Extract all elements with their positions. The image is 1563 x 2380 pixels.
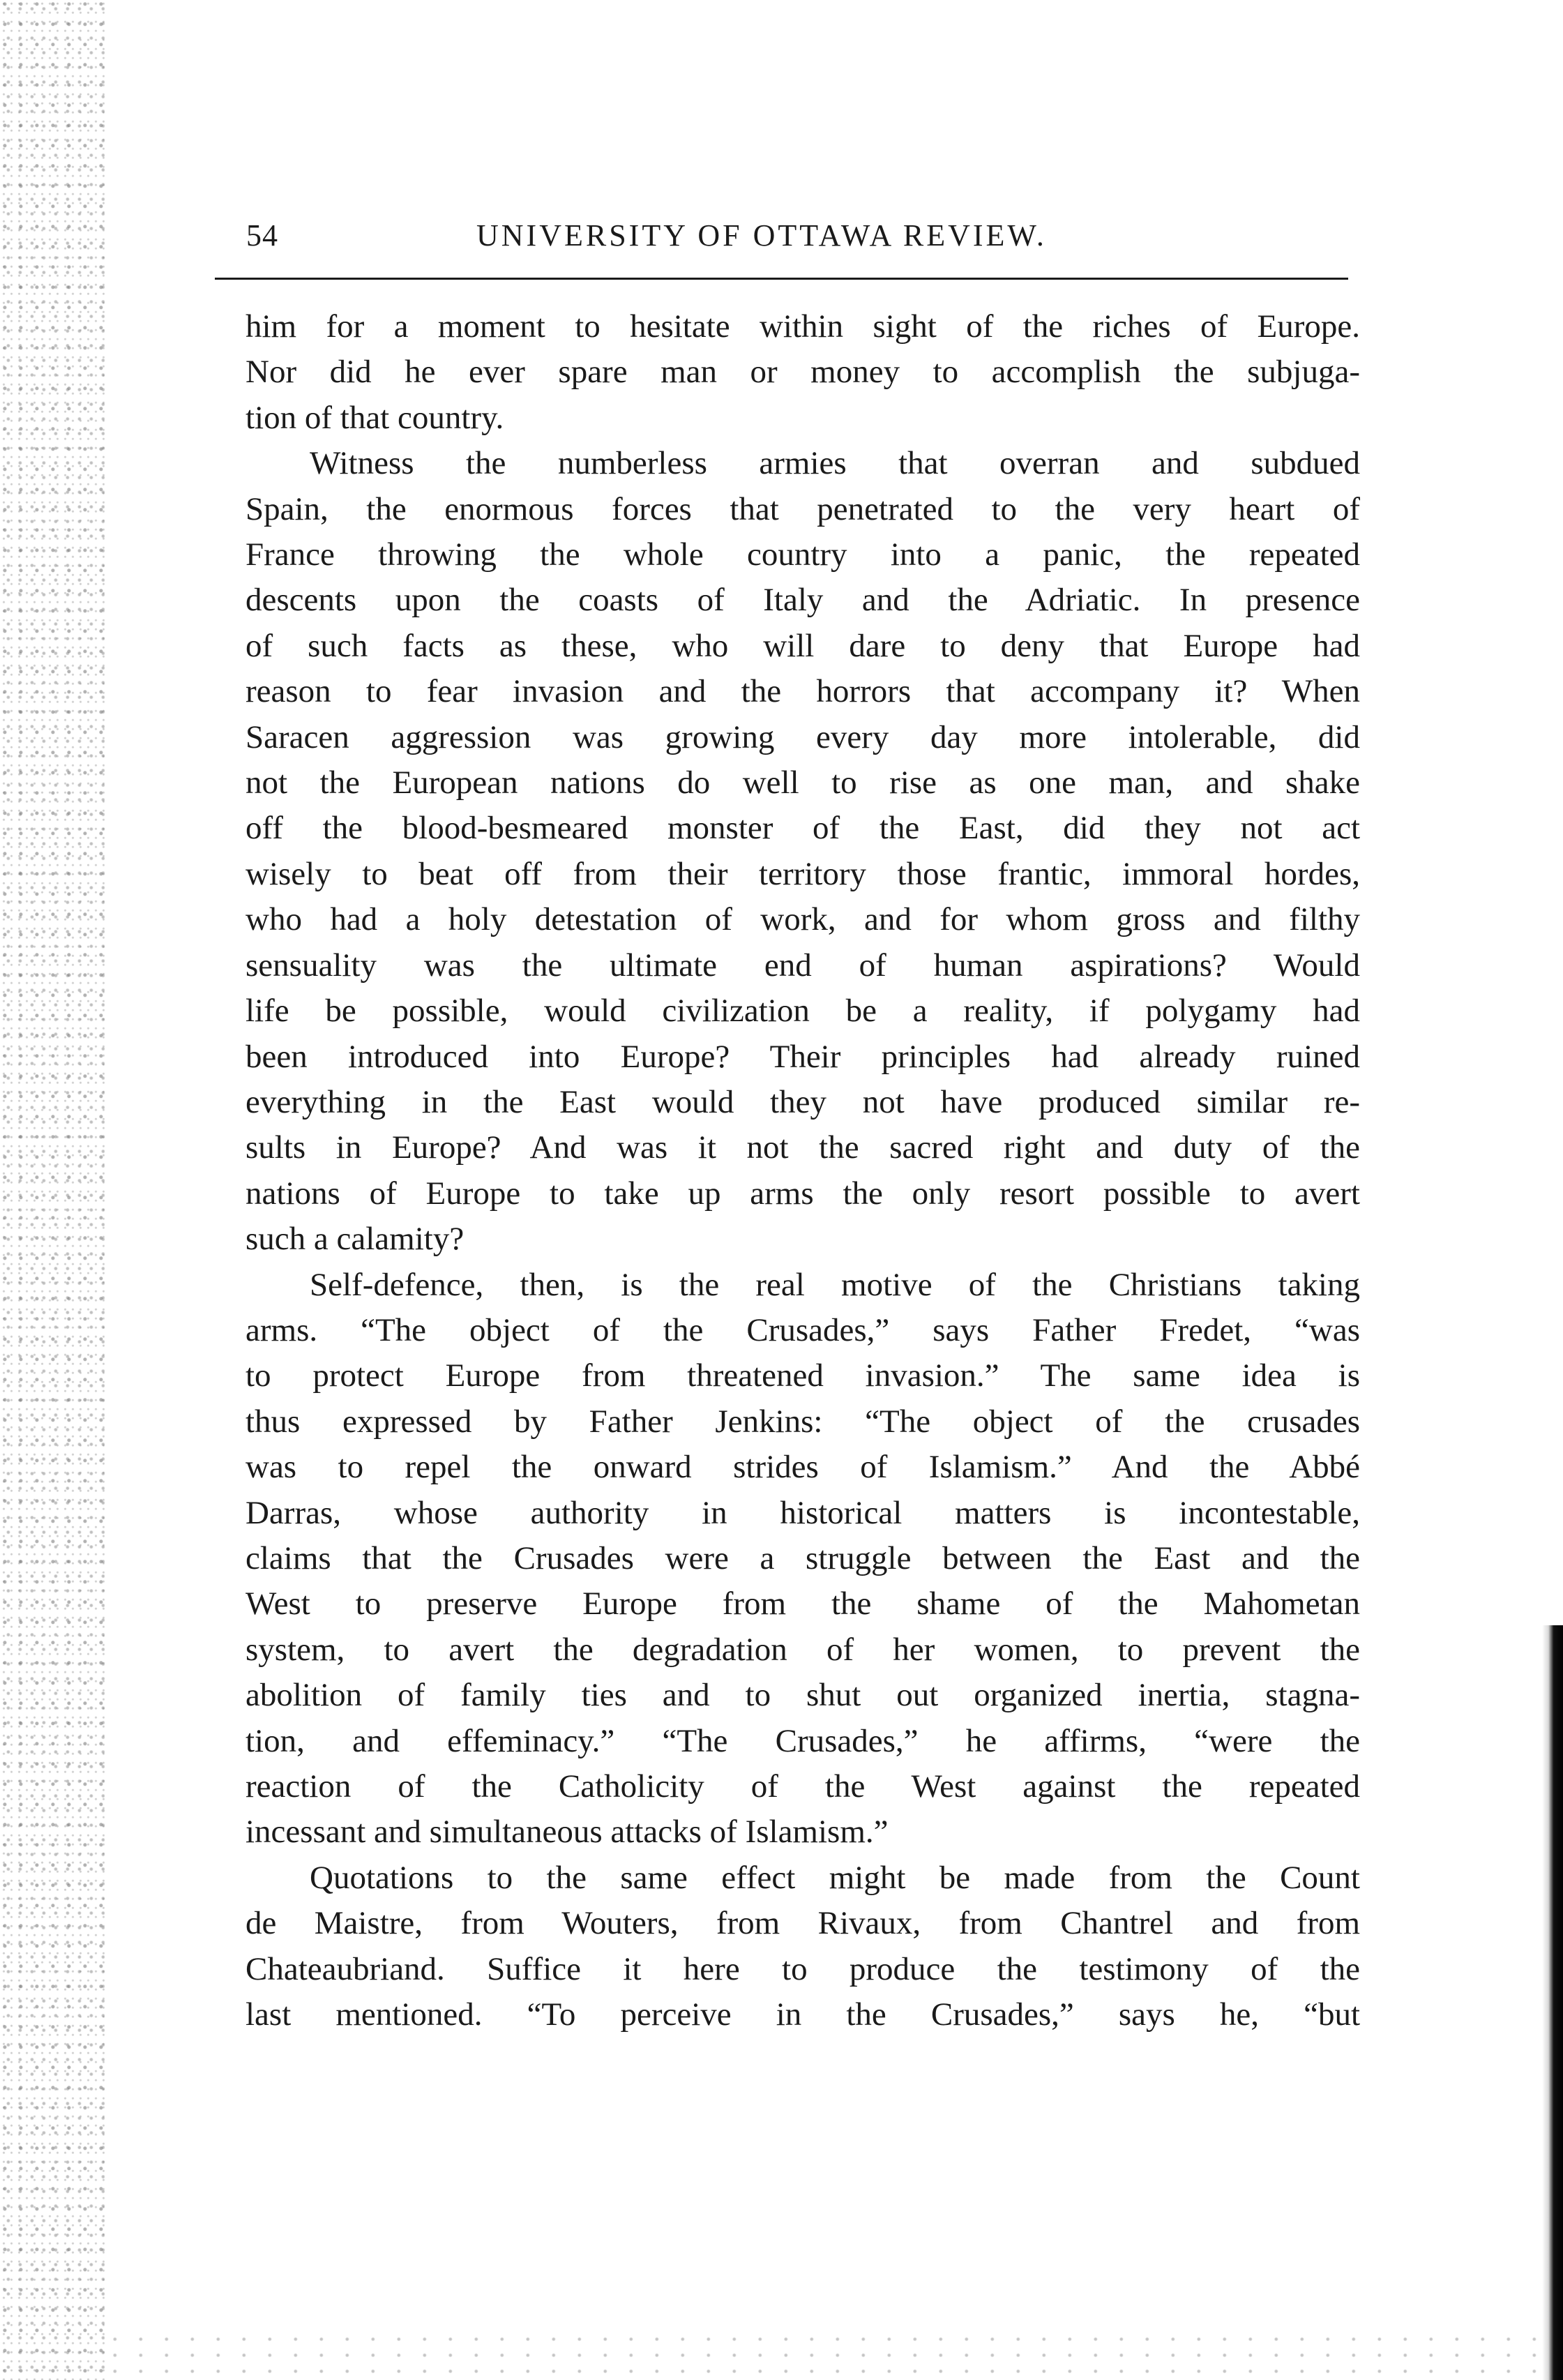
text-line: descents upon the coasts of Italy and the Adriatic. In presence: [246, 582, 1360, 619]
text-line: reason to fear invasion and the horrors that accompany it? When: [246, 673, 1360, 710]
text-line: of such facts as these, who will dare to deny that Europe had: [246, 627, 1360, 664]
text-line: tion of that country.: [246, 399, 504, 436]
text-line: West to preserve Europe from the shame of the Mahometan: [246, 1586, 1360, 1622]
text-line: claims that the Crusades were a struggle between the East and the: [246, 1539, 1360, 1576]
body-text: [246, 304, 1360, 2038]
text-line: been introduced into Europe? Their principles had already ruined: [246, 1038, 1360, 1075]
paragraph-1: [246, 304, 1360, 441]
page-header: [246, 209, 1357, 265]
text-line: Darras, whose authority in historical matters is incontestable,: [246, 1494, 1360, 1531]
text-line: sensuality was the ultimate end of human aspirations? Would: [246, 947, 1360, 984]
text-line: Self-defence, then, is the real motive of the Christians taking: [310, 1266, 1360, 1303]
text-line: France throwing the whole country into a panic, the repeated: [246, 536, 1360, 573]
text-line: abolition of family ties and to shut out organized inertia, stagna-: [246, 1677, 1360, 1714]
text-line: Chateaubriand. Suffice it here to produce the testimony of the: [246, 1950, 1360, 1987]
text-line: wisely to beat off from their territory those frantic, immoral hordes,: [246, 855, 1360, 892]
text-line: to protect Europe from threatened invasion.” The same idea is: [246, 1357, 1360, 1394]
text-line: Witness the numberless armies that overran and subdued: [310, 445, 1360, 482]
text-line: life be possible, would civilization be a reality, if polygamy had: [246, 993, 1360, 1030]
text-line: who had a holy detestation of work, and for whom gross and filthy: [246, 901, 1360, 938]
paragraph-3: [246, 1263, 1360, 1855]
text-line: incessant and simultaneous attacks of Islamism.”: [246, 1814, 889, 1851]
scan-right-edge: [1542, 1625, 1563, 2380]
text-line: him for a moment to hesitate within sight of the riches of Europe.: [246, 308, 1360, 345]
scan-bottom-noise: [105, 2331, 1541, 2380]
text-line: reaction of the Catholicity of the West against the repeated: [246, 1768, 1360, 1805]
text-line: system, to avert the degradation of her women, to prevent the: [246, 1631, 1360, 1668]
text-line: last mentioned. “To perceive in the Crusades,” says he, “but: [246, 1996, 1360, 2033]
text-line: such a calamity?: [246, 1221, 465, 1258]
text-line: not the European nations do well to rise as one man, and shake: [246, 765, 1360, 801]
paragraph-4: [246, 1855, 1360, 2038]
text-line: sults in Europe? And was it not the sacred right and duty of the: [246, 1129, 1360, 1166]
running-head: UNIVERSITY OF OTTAWA REVIEW.: [476, 218, 1047, 253]
scan-margin-noise: [0, 0, 105, 2380]
text-line: arms. “The object of the Crusades,” says Father Fredet, “was: [246, 1311, 1360, 1348]
header-rule: [215, 278, 1348, 280]
text-line: de Maistre, from Wouters, from Rivaux, from Chantrel and from: [246, 1905, 1360, 1942]
text-line: Spain, the enormous forces that penetrated to the very heart of: [246, 490, 1360, 527]
text-line: Saracen aggression was growing every day more intolerable, did: [246, 718, 1360, 755]
text-line: everything in the East would they not have produced similar re-: [246, 1083, 1360, 1120]
text-line: off the blood-besmeared monster of the East, did they not act: [246, 810, 1360, 847]
text-line: nations of Europe to take up arms the only resort possible to avert: [246, 1175, 1360, 1212]
text-line: was to repel the onward strides of Islamism.” And the Abbé: [246, 1449, 1360, 1486]
page-number: 54: [246, 218, 278, 253]
text-line: thus expressed by Father Jenkins: “The object of the crusades: [246, 1403, 1360, 1440]
text-line: Quotations to the same effect might be made from the Count: [310, 1859, 1360, 1896]
text-line: Nor did he ever spare man or money to accomplish the subjuga-: [246, 354, 1360, 391]
paragraph-2: [246, 441, 1360, 1262]
text-line: tion, and effeminacy.” “The Crusades,” he affirms, “were the: [246, 1722, 1360, 1759]
